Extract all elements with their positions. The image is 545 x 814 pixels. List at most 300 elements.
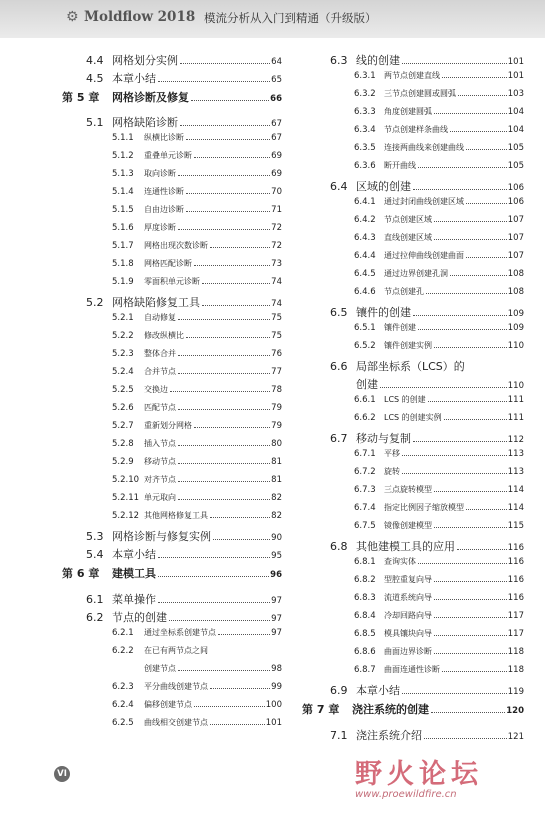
- toc-leader-dots: [450, 274, 507, 276]
- toc-entry-title: 镶件创建: [384, 323, 416, 332]
- toc-page-number: 74: [271, 277, 282, 287]
- toc-entry-number: 6.4.6: [354, 287, 376, 297]
- toc-leader-dots: [418, 166, 507, 168]
- toc-entry-number: 5.2.4: [112, 367, 134, 377]
- toc-leader-dots: [186, 192, 270, 194]
- toc-page-number: 114: [507, 503, 524, 513]
- toc-entry-number: 6.4.2: [354, 215, 376, 225]
- toc-subsection-entry: [62, 627, 282, 645]
- toc-page-number: 79: [271, 403, 282, 413]
- toc-leader-dots: [418, 562, 507, 564]
- toc-entry-title: 断开曲线: [384, 161, 416, 170]
- book-brand: Moldflow 2018: [84, 9, 196, 25]
- toc-section-entry: [302, 52, 524, 70]
- toc-entry-title: 建模工具: [112, 567, 156, 580]
- toc-entry-title: 查询实体: [384, 557, 416, 566]
- toc-page-number: 66: [270, 94, 282, 104]
- toc-entry-number: 6.3.6: [354, 161, 376, 171]
- toc-entry-number: 6.8.4: [354, 611, 376, 621]
- toc-entry-number: 5.2.3: [112, 349, 134, 359]
- toc-leader-dots: [428, 400, 507, 402]
- toc-section-entry: [302, 538, 524, 556]
- toc-leader-dots: [180, 62, 270, 64]
- toc-subsection-entry: [62, 717, 282, 735]
- toc-entry-number: 4.5: [86, 72, 104, 85]
- toc-entry-number: 6.9: [330, 684, 348, 697]
- toc-leader-dots: [178, 462, 270, 464]
- toc-subsection-entry: [302, 502, 524, 520]
- toc-page-number: 100: [265, 700, 282, 710]
- toc-entry-number: 6.7.1: [354, 449, 376, 459]
- toc-page-number: 110: [507, 381, 524, 391]
- toc-leader-dots: [444, 418, 507, 420]
- toc-entry-number: 6.8.7: [354, 665, 376, 675]
- toc-page-number: 97: [271, 596, 282, 606]
- toc-leader-dots: [434, 112, 507, 114]
- toc-entry-title: 线的创建: [356, 54, 400, 67]
- toc-leader-dots: [434, 346, 507, 348]
- toc-entry-title: 修改纵横比: [144, 331, 184, 340]
- toc-subsection-entry: [62, 276, 282, 294]
- toc-entry-number: 6.2.1: [112, 628, 134, 638]
- toc-entry-title: 厚度诊断: [144, 223, 176, 232]
- toc-leader-dots: [210, 723, 265, 725]
- toc-entry-number: 6.5.1: [354, 323, 376, 333]
- toc-entry-title: 镜像创建模型: [384, 521, 432, 530]
- toc-page-number: 67: [271, 133, 282, 143]
- toc-leader-dots: [210, 246, 270, 248]
- toc-entry-number: 6.6: [330, 360, 348, 373]
- toc-leader-dots: [466, 148, 507, 150]
- toc-leader-dots: [434, 238, 507, 240]
- toc-entry-number: 第 5 章: [62, 91, 100, 104]
- toc-entry-title: 曲面连通性诊断: [384, 665, 440, 674]
- toc-subsection-entry: [302, 448, 524, 466]
- toc-entry-number: 5.2.8: [112, 439, 134, 449]
- toc-subsection-entry: [62, 402, 282, 420]
- toc-entry-title: LCS 的创建实例: [384, 413, 442, 422]
- toc-subsection-entry: [302, 394, 524, 412]
- toc-page-number: 119: [507, 687, 524, 697]
- toc-entry-number: 6.7.3: [354, 485, 376, 495]
- toc-section-entry: [62, 114, 282, 132]
- toc-entry-number: 5.2.11: [112, 493, 140, 503]
- page-number-badge: VI: [54, 766, 70, 782]
- toc-subsection-entry: [302, 160, 524, 178]
- toc-subsection-entry: [302, 70, 524, 88]
- toc-leader-dots: [194, 156, 270, 158]
- toc-entry-number: 6.2.3: [112, 682, 134, 692]
- toc-entry-number: 6.3.3: [354, 107, 376, 117]
- watermark: [355, 752, 530, 800]
- toc-page-number: 113: [507, 467, 524, 477]
- toc-leader-dots: [158, 575, 269, 577]
- toc-leader-dots: [466, 202, 507, 204]
- toc-entry-title: 其他网格修复工具: [144, 511, 208, 520]
- toc-entry-number: 6.3: [330, 54, 348, 67]
- toc-leader-dots: [170, 390, 270, 392]
- toc-page-number: 104: [507, 125, 524, 135]
- toc-entry-number: 5.1.8: [112, 259, 134, 269]
- toc-chapter-entry: [302, 701, 524, 727]
- toc-page-number: 105: [507, 143, 524, 153]
- toc-entry-number: 5.2.10: [112, 475, 140, 485]
- toc-entry-title: 网格出现次数诊断: [144, 241, 208, 250]
- watermark-url: www.proewildfire.cn: [355, 789, 457, 800]
- toc-leader-dots: [180, 124, 270, 126]
- toc-subsection-entry: [302, 574, 524, 592]
- toc-leader-dots: [191, 99, 269, 101]
- toc-page-number: 81: [271, 475, 282, 485]
- toc-page-number: 116: [507, 593, 524, 603]
- toc-entry-number: 5.1.2: [112, 151, 134, 161]
- toc-entry-number: 6.7.4: [354, 503, 376, 513]
- toc-entry-title: 本章小结: [112, 548, 156, 561]
- toc-entry-number: 5.1.9: [112, 277, 134, 287]
- toc-leader-dots: [380, 386, 507, 388]
- toc-entry-number: 5.2.6: [112, 403, 134, 413]
- toc-entry-number: 第 6 章: [62, 567, 100, 580]
- toc-entry-number: 5.1.7: [112, 241, 134, 251]
- toc-subsection-entry: [62, 168, 282, 186]
- toc-entry-title: 在已有两节点之间: [144, 646, 208, 655]
- toc-page-number: 78: [271, 385, 282, 395]
- toc-subsection-entry: [62, 438, 282, 456]
- toc-entry-title: 节点创建区域: [384, 215, 432, 224]
- toc-entry-title: 连通性诊断: [144, 187, 184, 196]
- toc-page-number: 95: [271, 551, 282, 561]
- toc-entry-number: 6.3.4: [354, 125, 376, 135]
- toc-page-number: 113: [507, 449, 524, 459]
- toc-subsection-entry: [302, 664, 524, 682]
- toc-page-number: 106: [507, 197, 524, 207]
- toc-entry-title: 曲线相交创建节点: [144, 718, 208, 727]
- toc-entry-number: 5.3: [86, 530, 104, 543]
- toc-entry-title: 合并节点: [144, 367, 176, 376]
- toc-leader-dots: [434, 580, 507, 582]
- toc-page-number: 109: [507, 323, 524, 333]
- toc-page-number: 79: [271, 421, 282, 431]
- toc-page-number: 97: [271, 628, 282, 638]
- toc-entry-title: 模具镶块向导: [384, 629, 432, 638]
- toc-page-number: 90: [271, 533, 282, 543]
- toc-leader-dots: [158, 601, 270, 603]
- toc-subsection-entry: [62, 132, 282, 150]
- toc-page-number: 72: [271, 223, 282, 233]
- toc-page-number: 111: [507, 395, 524, 405]
- toc-subsection-entry: [302, 592, 524, 610]
- toc-entry-title: 节点创建样条曲线: [384, 125, 448, 134]
- toc-subsection-entry: [62, 222, 282, 240]
- toc-subsection-entry: [62, 456, 282, 474]
- toc-leader-dots: [178, 174, 270, 176]
- toc-subsection-entry: [302, 466, 524, 484]
- toc-leader-dots: [186, 336, 270, 338]
- toc-subsection-entry: [302, 232, 524, 250]
- toc-subsection-entry: [302, 610, 524, 628]
- toc-page-number: 67: [271, 119, 282, 129]
- toc-entry-title: 平分曲线创建节点: [144, 682, 208, 691]
- toc-leader-dots: [194, 705, 265, 707]
- toc-subsection-entry: [302, 628, 524, 646]
- toc-section-entry: [302, 682, 524, 701]
- toc-page-number: 71: [271, 205, 282, 215]
- toc-entry-number: 6.7.2: [354, 467, 376, 477]
- toc-entry-title: 冷却回路向导: [384, 611, 432, 620]
- toc-leader-dots: [210, 516, 270, 518]
- toc-section-entry: [302, 304, 524, 322]
- toc-entry-title: 通过坐标系创建节点: [144, 628, 216, 637]
- toc-page-number: 74: [271, 299, 282, 309]
- toc-entry-title: 移动节点: [144, 457, 176, 466]
- toc-entry-title: 交换边: [144, 385, 168, 394]
- toc-entry-number: 6.2.2: [112, 646, 134, 656]
- toc-page-number: 121: [507, 732, 524, 742]
- toc-entry-title: 连接两曲线来创建曲线: [384, 143, 464, 152]
- toc-page-number: 118: [507, 647, 524, 657]
- toc-section-entry: [62, 609, 282, 627]
- toc-page-number: 75: [271, 331, 282, 341]
- toc-section-entry: [62, 591, 282, 609]
- toc-entry-title: 型腔重复向导: [384, 575, 432, 584]
- toc-subsection-entry: [62, 348, 282, 366]
- toc-section-entry: [302, 376, 524, 394]
- toc-leader-dots: [413, 314, 507, 316]
- toc-section-entry: [302, 727, 524, 745]
- toc-leader-dots: [431, 711, 505, 713]
- toc-entry-title: 重新划分网格: [144, 421, 192, 430]
- toc-entry-title: 直线创建区域: [384, 233, 432, 242]
- toc-page-number: 108: [507, 287, 524, 297]
- toc-subsection-entry: [62, 150, 282, 168]
- toc-subsection-entry: [62, 492, 282, 510]
- toc-entry-title: 插入节点: [144, 439, 176, 448]
- toc-page-number: 109: [507, 309, 524, 319]
- toc-page-number: 99: [271, 682, 282, 692]
- toc-entry-number: 6.1: [86, 593, 104, 606]
- toc-entry-number: 5.1: [86, 116, 104, 129]
- toc-entry-title: 网格划分实例: [112, 54, 178, 67]
- toc-entry-number: 4.4: [86, 54, 104, 67]
- toc-subsection-entry: [302, 286, 524, 304]
- toc-entry-title: 浇注系统介绍: [356, 729, 422, 742]
- toc-subsection-entry: [302, 484, 524, 502]
- toc-leader-dots: [178, 480, 270, 482]
- toc-leader-dots: [178, 444, 270, 446]
- toc-section-entry: [62, 294, 282, 312]
- toc-subsection-entry: [302, 646, 524, 664]
- toc-leader-dots: [434, 220, 507, 222]
- toc-subsection-entry: [62, 384, 282, 402]
- toc-leader-dots: [169, 619, 270, 621]
- toc-subsection-entry: [62, 240, 282, 258]
- toc-page-number: 101: [265, 718, 282, 728]
- toc-right-column: [302, 52, 524, 745]
- toc-leader-dots: [158, 556, 270, 558]
- toc-page-number: 69: [271, 151, 282, 161]
- toc-leader-dots: [178, 372, 270, 374]
- toc-entry-title: 三节点创建圆或圆弧: [384, 89, 456, 98]
- toc-subsection-entry: [302, 88, 524, 106]
- toc-leader-dots: [194, 426, 270, 428]
- toc-page-number: 114: [507, 485, 524, 495]
- toc-entry-number: 5.1.4: [112, 187, 134, 197]
- toc-page-number: 101: [507, 57, 524, 67]
- toc-leader-dots: [202, 304, 270, 306]
- toc-entry-number: 6.8.2: [354, 575, 376, 585]
- toc-entry-title: 区域的创建: [356, 180, 411, 193]
- toc-entry-title: 镶件创建实例: [384, 341, 432, 350]
- page-header: [0, 0, 545, 38]
- toc-entry-number: 6.4.1: [354, 197, 376, 207]
- toc-entry-title: 指定比例因子缩放模型: [384, 503, 464, 512]
- toc-page-number: 80: [271, 439, 282, 449]
- toc-entry-title: 本章小结: [356, 684, 400, 697]
- toc-page-number: 107: [507, 251, 524, 261]
- toc-page-number: 81: [271, 457, 282, 467]
- toc-subsection-entry: [62, 510, 282, 528]
- toc-entry-title: 移动与复制: [356, 432, 411, 445]
- toc-entry-number: 5.2.7: [112, 421, 134, 431]
- toc-subsection-entry: [302, 412, 524, 430]
- toc-leader-dots: [457, 548, 507, 550]
- toc-left-column: [62, 52, 282, 735]
- toc-entry-number: 5.2.2: [112, 331, 134, 341]
- toc-page-number: 82: [271, 511, 282, 521]
- toc-entry-title: 重叠单元诊断: [144, 151, 192, 160]
- toc-entry-number: 6.5: [330, 306, 348, 319]
- toc-entry-number: 6.7: [330, 432, 348, 445]
- toc-entry-title: 网格诊断及修复: [112, 91, 189, 104]
- toc-page-number: 115: [507, 521, 524, 531]
- toc-entry-title: 菜单操作: [112, 593, 156, 606]
- toc-entry-number: 5.1.5: [112, 205, 134, 215]
- toc-leader-dots: [158, 80, 270, 82]
- toc-entry-number: 5.1.1: [112, 133, 134, 143]
- toc-subsection-entry: [302, 556, 524, 574]
- toc-entry-number: 5.4: [86, 548, 104, 561]
- toc-entry-number: 5.1.6: [112, 223, 134, 233]
- toc-subsection-entry: [302, 196, 524, 214]
- toc-subsection-entry: [302, 124, 524, 142]
- toc-page-number: 97: [271, 614, 282, 624]
- toc-entry-number: 5.2.1: [112, 313, 134, 323]
- watermark-text: 野火论坛: [355, 759, 483, 790]
- toc-page-number: 108: [507, 269, 524, 279]
- toc-entry-title: 创建: [356, 378, 378, 391]
- toc-entry-number: 6.7.5: [354, 521, 376, 531]
- toc-page-number: 112: [507, 435, 524, 445]
- toc-page-number: 73: [271, 259, 282, 269]
- toc-entry-number: 5.2.9: [112, 457, 134, 467]
- toc-page-number: 117: [507, 629, 524, 639]
- toc-leader-dots: [178, 408, 270, 410]
- toc-entry-title: 通过拉伸曲线创建曲面: [384, 251, 464, 260]
- toc-leader-dots: [178, 318, 270, 320]
- toc-leader-dots: [434, 616, 507, 618]
- toc-entry-title: 局部坐标系（LCS）的: [356, 360, 465, 373]
- toc-subsection-entry: [62, 258, 282, 276]
- toc-subsection-entry: [62, 312, 282, 330]
- toc-leader-dots: [213, 538, 270, 540]
- toc-page-number: 64: [271, 57, 282, 67]
- toc-leader-dots: [434, 490, 507, 492]
- toc-leader-dots: [210, 687, 270, 689]
- toc-entry-title: 其他建模工具的应用: [356, 540, 455, 553]
- toc-entry-title: 两节点创建直线: [384, 71, 440, 80]
- toc-entry-title: 对齐节点: [144, 475, 176, 484]
- toc-leader-dots: [458, 94, 507, 96]
- toc-leader-dots: [434, 598, 507, 600]
- toc-leader-dots: [434, 652, 507, 654]
- toc-entry-number: 5.2.5: [112, 385, 134, 395]
- toc-page-number: 111: [507, 413, 524, 423]
- toc-leader-dots: [450, 130, 507, 132]
- toc-entry-title: 自由边诊断: [144, 205, 184, 214]
- toc-page-number: 70: [271, 187, 282, 197]
- toc-entry-number: 6.6.1: [354, 395, 376, 405]
- toc-entry-title: 镶件的创建: [356, 306, 411, 319]
- toc-leader-dots: [178, 228, 270, 230]
- toc-leader-dots: [202, 282, 270, 284]
- toc-page-number: 105: [507, 161, 524, 171]
- toc-section-entry: [302, 430, 524, 448]
- toc-entry-title: 整体合并: [144, 349, 176, 358]
- toc-entry-number: 5.1.3: [112, 169, 134, 179]
- toc-entry-title: 节点创建孔: [384, 287, 424, 296]
- toc-page-number: 116: [507, 557, 524, 567]
- toc-subsection-entry: [62, 699, 282, 717]
- toc-entry-title: 旋转: [384, 467, 400, 476]
- toc-page-number: 98: [271, 664, 282, 674]
- toc-page-number: 120: [506, 706, 524, 716]
- toc-entry-number: 7.1: [330, 729, 348, 742]
- toc-subsection-entry: [62, 474, 282, 492]
- toc-entry-title: 偏移创建节点: [144, 700, 192, 709]
- toc-page-number: 117: [507, 611, 524, 621]
- toc-leader-dots: [178, 354, 270, 356]
- toc-entry-number: 第 7 章: [302, 703, 340, 716]
- toc-leader-dots: [413, 440, 507, 442]
- toc-subsection-entry: [62, 420, 282, 438]
- toc-leader-dots: [186, 210, 270, 212]
- toc-entry-number: 6.4.5: [354, 269, 376, 279]
- toc-subsection-entry: [62, 663, 282, 681]
- toc-entry-number: 6.2.4: [112, 700, 134, 710]
- toc-subsection-entry: [302, 520, 524, 538]
- toc-entry-title: 网格缺陷修复工具: [112, 296, 200, 309]
- toc-page-number: 118: [507, 665, 524, 675]
- toc-leader-dots: [218, 633, 270, 635]
- toc-page-number: 116: [507, 543, 524, 553]
- toc-subsection-entry: [62, 645, 282, 663]
- toc-entry-number: 6.4.4: [354, 251, 376, 261]
- toc-leader-dots: [418, 328, 507, 330]
- toc-entry-title: 网格缺陷诊断: [112, 116, 178, 129]
- toc-leader-dots: [186, 138, 270, 140]
- toc-entry-title: 通过封闭曲线创建区域: [384, 197, 464, 206]
- toc-page-number: 107: [507, 215, 524, 225]
- toc-entry-number: 6.8.6: [354, 647, 376, 657]
- toc-section-entry: [62, 52, 282, 70]
- toc-entry-number: 6.5.2: [354, 341, 376, 351]
- toc-entry-number: 6.2.5: [112, 718, 134, 728]
- toc-page-number: 106: [507, 183, 524, 193]
- toc-entry-number: 6.4.3: [354, 233, 376, 243]
- toc-section-entry: [62, 546, 282, 565]
- toc-entry-title: 匹配节点: [144, 403, 176, 412]
- toc-entry-title: 纵横比诊断: [144, 133, 184, 142]
